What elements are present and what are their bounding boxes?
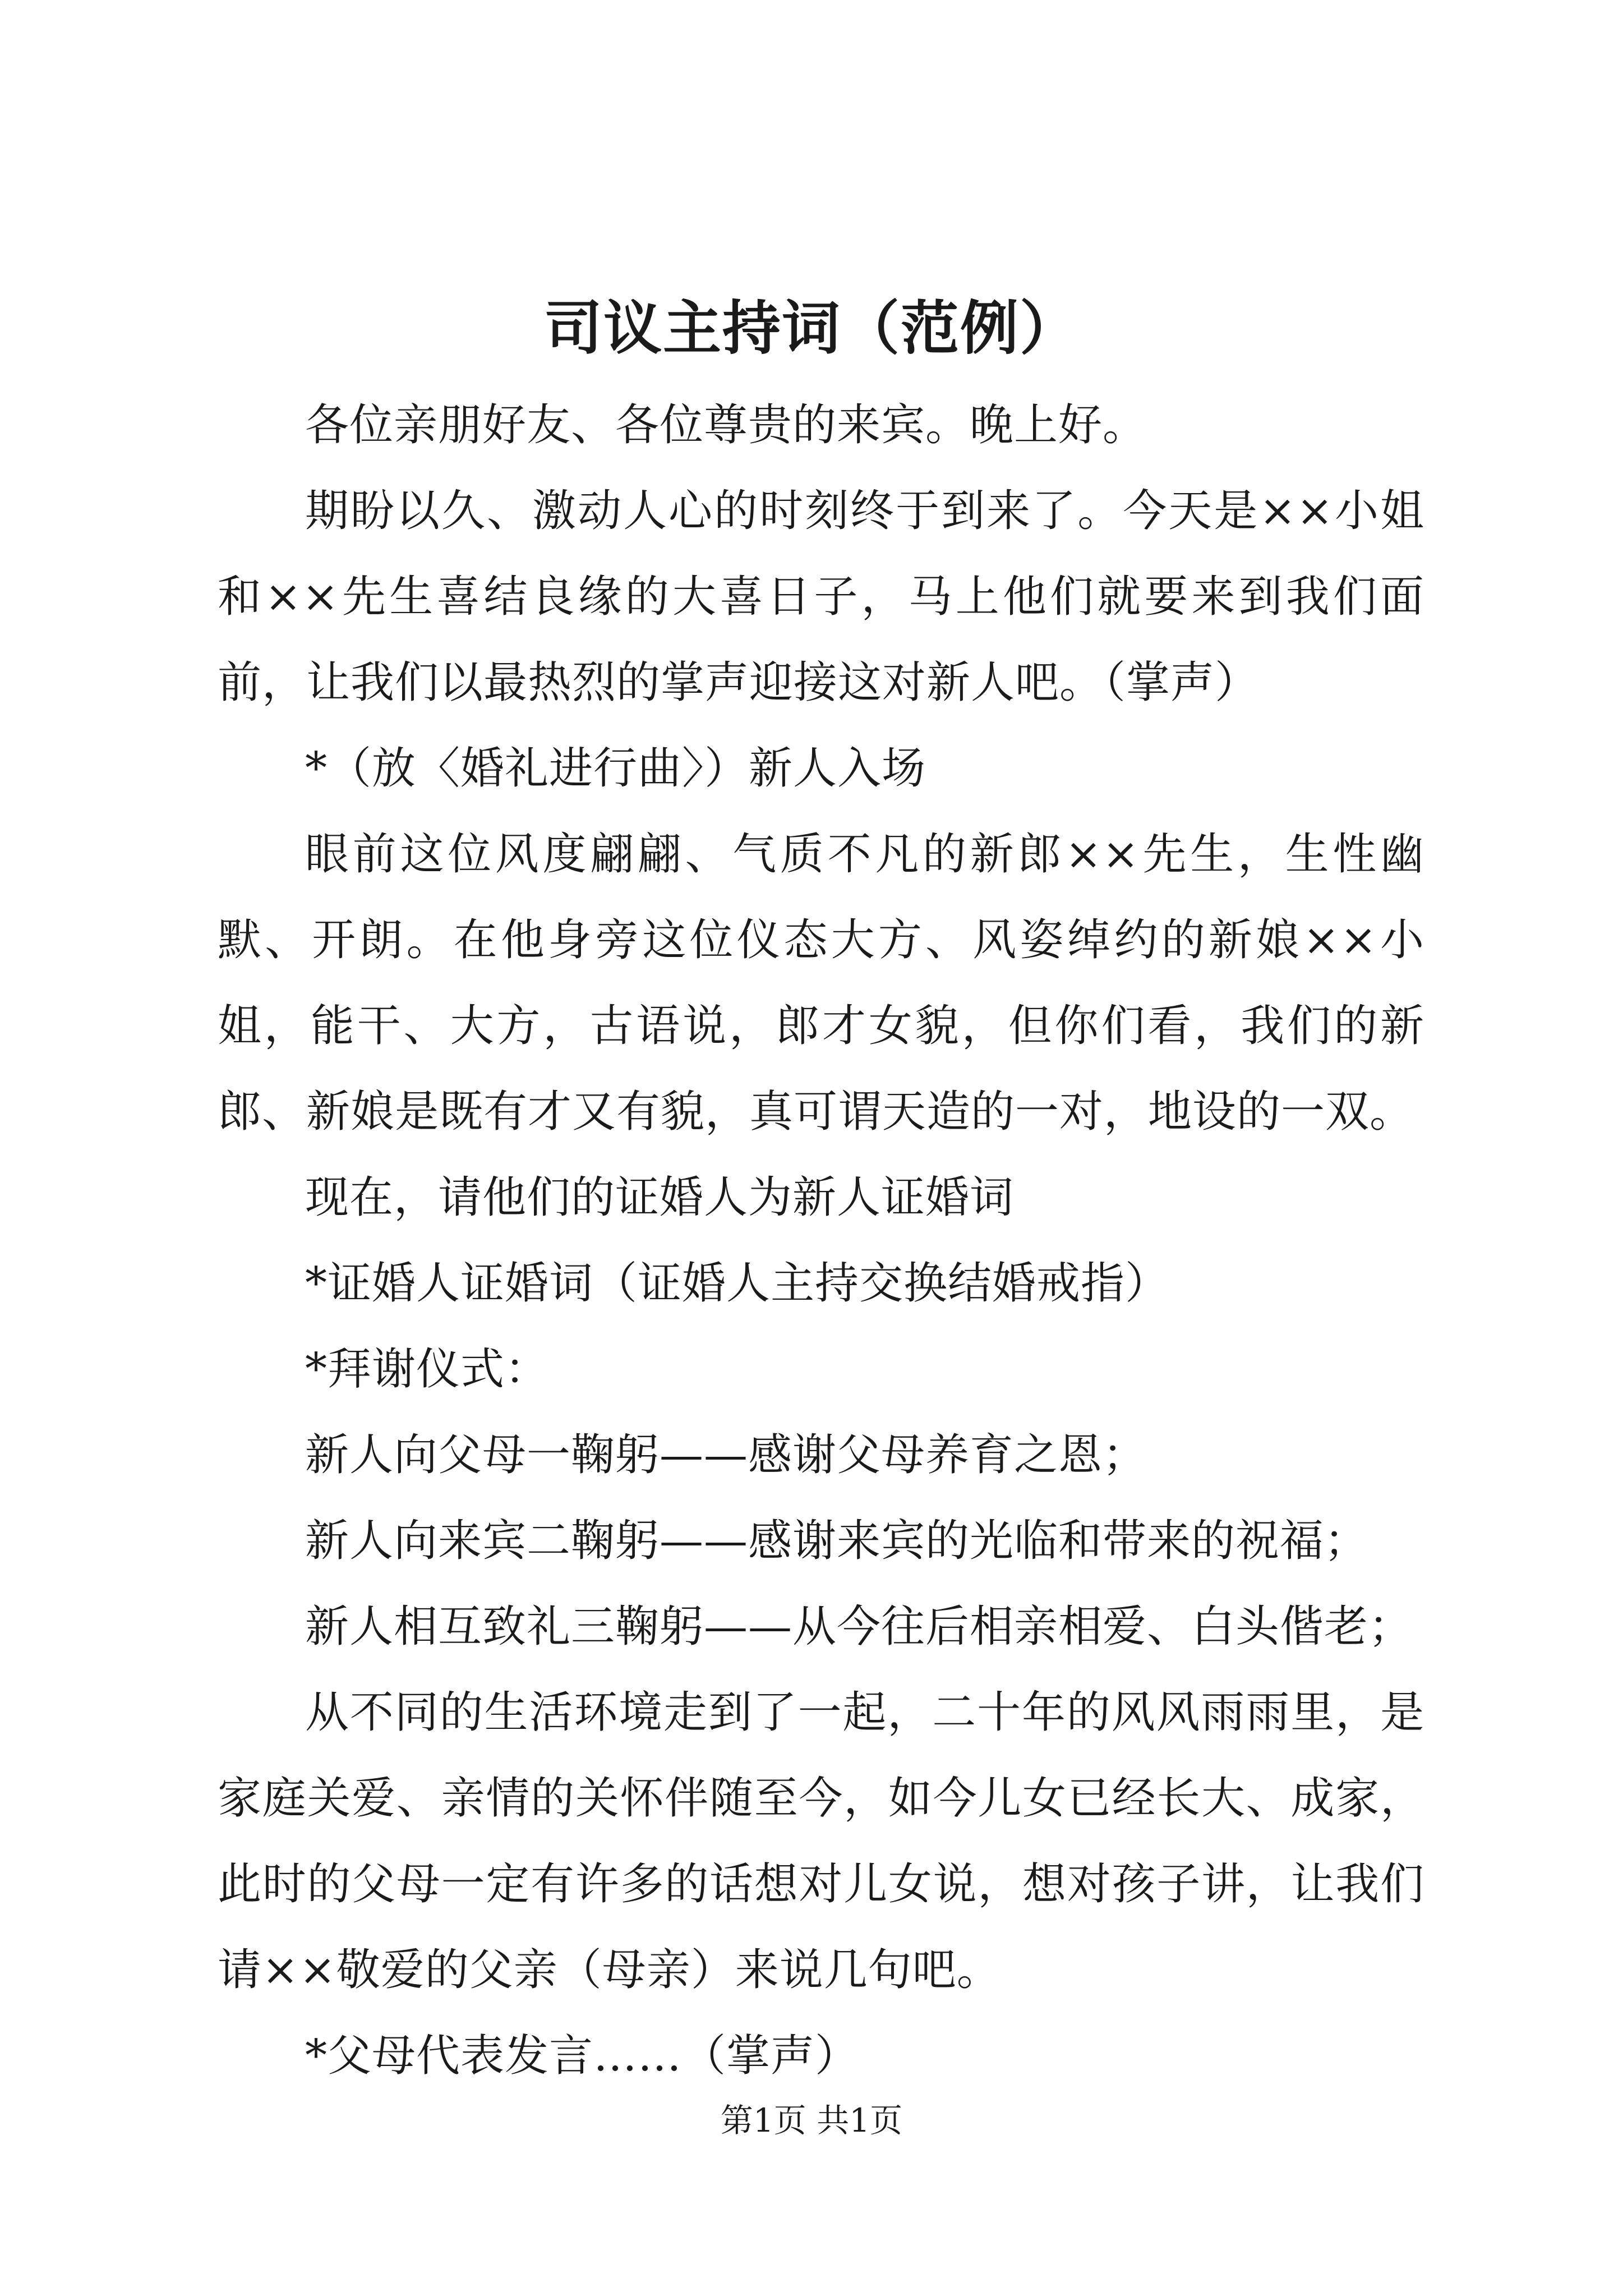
paragraph-bow-ceremony: *拜谢仪式： — [305, 1344, 550, 1395]
paragraph-witness-speech: *证婚人证婚词（证婚人主持交换结婚戒指） — [305, 1258, 1170, 1309]
paragraph-first-bow: 新人向父母一鞠躬——感谢父母养育之恩； — [305, 1430, 1147, 1480]
document-title: 司议主持词（范例） — [543, 293, 1079, 362]
paragraph-entrance: *（放〈婚礼进行曲〉）新人入场 — [305, 743, 926, 794]
paragraph-second-bow: 新人向来宾二鞠躬——感谢来宾的光临和带来的祝福； — [305, 1516, 1369, 1566]
paragraph-parents-invite: 从不同的生活环境走到了一起，二十年的风风雨雨里，是家庭关爱、亲情的关怀伴随至今，如今儿女已经长大、成家，此时的父母一定有许多的话想对儿女说，想对孩子讲，让我们请××敬爱的父亲（母亲）来说几句吧。 — [218, 1687, 1424, 1995]
paragraph-third-bow: 新人相互致礼三鞠躬——从今往后相亲相爱、白头偕老； — [305, 1602, 1413, 1652]
document-body — [218, 383, 1424, 2099]
paragraph-opening: 期盼以久、激动人心的时刻终于到来了。今天是××小姐和××先生喜结良缘的大喜日子，马上他们就要来到我们面前，让我们以最热烈的掌声迎接这对新人吧。（掌声） — [218, 486, 1424, 708]
page-number-footer: 第1页 共1页 — [720, 2101, 903, 2139]
paragraph-couple-introduction: 眼前这位风度翩翩、气质不凡的新郎××先生，生性幽默、开朗。在他身旁这位仪态大方、风姿绰约的新娘××小姐，能干、大方，古语说，郎才女貌，但你们看，我们的新郎、新娘是既有才又有貌，真可谓天造的一对，地设的一双。 — [218, 829, 1424, 1137]
paragraph-parents-speech: *父母代表发言……（掌声） — [305, 2031, 860, 2081]
paragraph-witness-invite: 现在，请他们的证婚人为新人证婚词 — [305, 1172, 1015, 1223]
paragraph-greeting: 各位亲朋好友、各位尊贵的来宾。晚上好。 — [305, 400, 1147, 450]
